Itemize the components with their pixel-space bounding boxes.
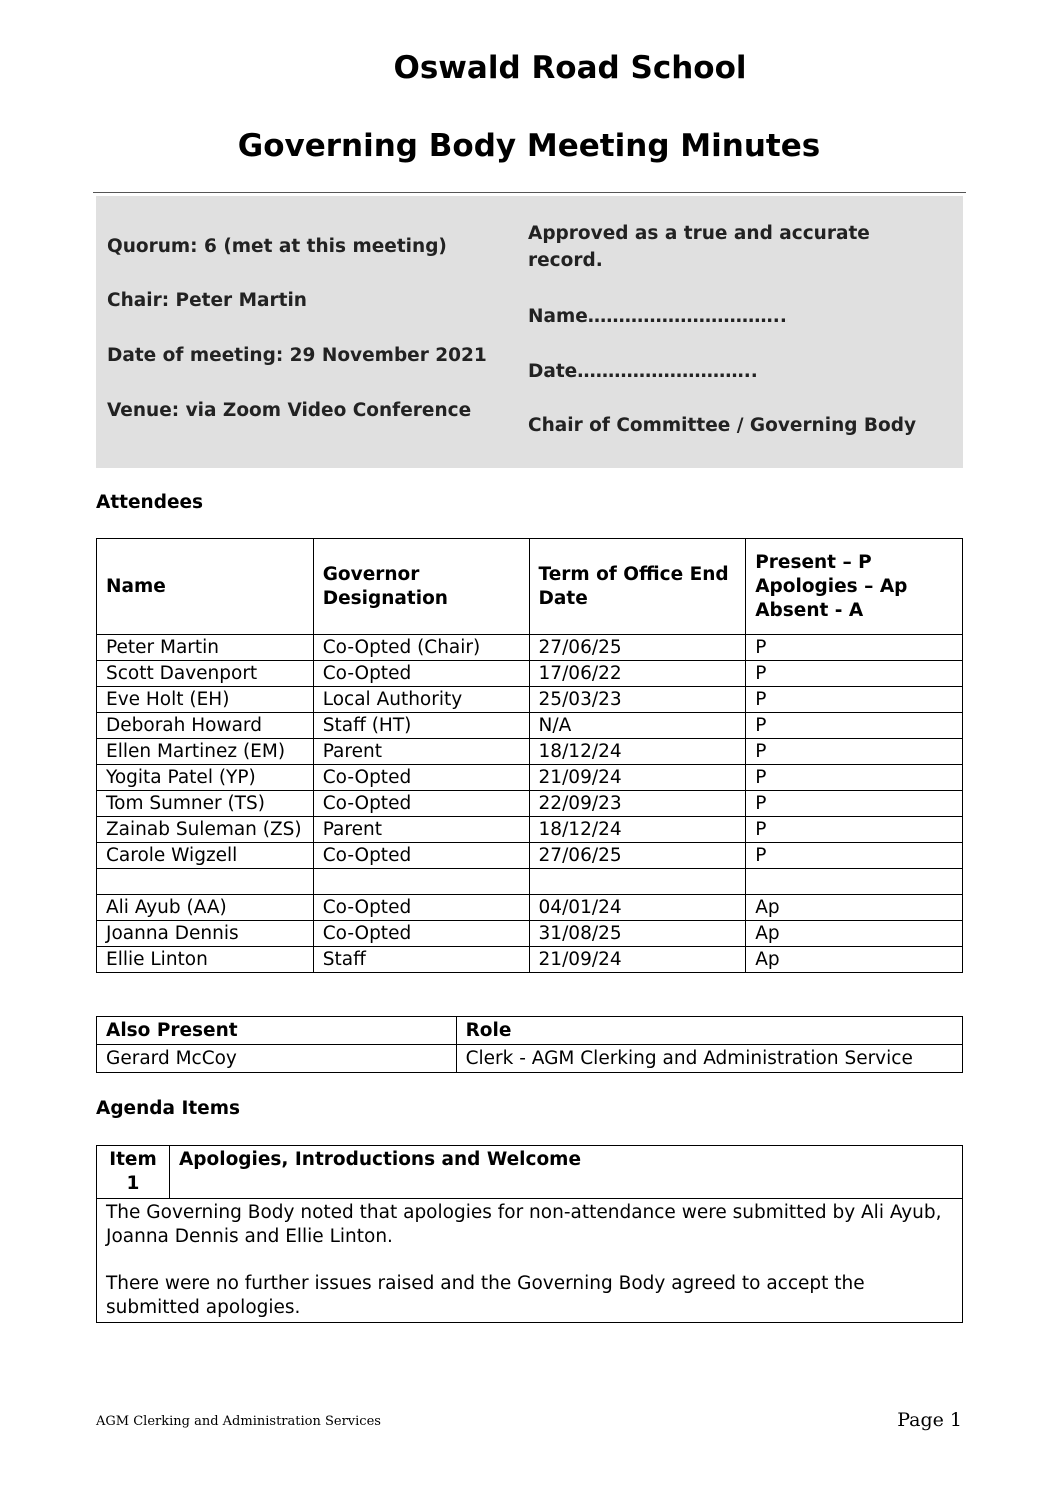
cell-designation: Staff (HT) bbox=[313, 713, 529, 739]
agenda-table bbox=[96, 1145, 963, 1323]
cell-term-end: 17/06/22 bbox=[529, 661, 746, 687]
chair-text: Chair: Peter Martin bbox=[107, 290, 307, 311]
quorum-text: Quorum: 6 (met at this meeting) bbox=[107, 236, 447, 257]
signature-name-line: Name………………………….. bbox=[528, 306, 787, 327]
page-title: Governing Body Meeting Minutes bbox=[237, 128, 821, 164]
item-paragraph: The Governing Body noted that apologies for non-attendance were submitted by Ali Ayub, Joanna Dennis and Ellie Linton. bbox=[106, 1202, 942, 1247]
cell-term-end: N/A bbox=[529, 713, 746, 739]
table-row bbox=[97, 1045, 963, 1073]
item-number: Item 1 bbox=[97, 1146, 170, 1199]
venue-text: Venue: via Zoom Video Conference bbox=[107, 400, 472, 421]
table-row-empty bbox=[97, 869, 963, 895]
cell-designation: Co-Opted bbox=[313, 765, 529, 791]
attendees-header-row bbox=[97, 539, 963, 635]
cell-name: Yogita Patel (YP) bbox=[97, 765, 314, 791]
cell-term-end bbox=[529, 869, 746, 895]
table-row bbox=[97, 687, 963, 713]
cell-term-end: 18/12/24 bbox=[529, 739, 746, 765]
cell-attendance: P bbox=[746, 713, 963, 739]
cell-designation: Co-Opted bbox=[313, 921, 529, 947]
cell-name: Scott Davenport bbox=[97, 661, 314, 687]
cell-attendance: P bbox=[746, 739, 963, 765]
cell-name: Zainab Suleman (ZS) bbox=[97, 817, 314, 843]
cell-attendance: P bbox=[746, 765, 963, 791]
cell-term-end: 25/03/23 bbox=[529, 687, 746, 713]
table-row bbox=[97, 739, 963, 765]
item-title: Apologies, Introductions and Welcome bbox=[169, 1146, 962, 1199]
also-present-header-row bbox=[97, 1017, 963, 1045]
cell-name: Ali Ayub (AA) bbox=[97, 895, 314, 921]
cell-role: Clerk - AGM Clerking and Administration Service bbox=[456, 1045, 962, 1073]
cell-term-end: 22/09/23 bbox=[529, 791, 746, 817]
table-row bbox=[97, 635, 963, 661]
cell-name: Tom Sumner (TS) bbox=[97, 791, 314, 817]
chair-of-committee-text: Chair of Committee / Governing Body bbox=[528, 415, 917, 436]
agenda-heading: Agenda Items bbox=[96, 1098, 241, 1119]
agenda-item-body-row bbox=[97, 1199, 963, 1323]
cell-name: Peter Martin bbox=[97, 635, 314, 661]
table-row bbox=[97, 895, 963, 921]
attendees-heading: Attendees bbox=[96, 492, 204, 513]
cell-term-end: 27/06/25 bbox=[529, 843, 746, 869]
cell-name: Joanna Dennis bbox=[97, 921, 314, 947]
cell-designation: Co-Opted bbox=[313, 895, 529, 921]
title-divider bbox=[93, 192, 966, 193]
table-row bbox=[97, 661, 963, 687]
cell-term-end: 04/01/24 bbox=[529, 895, 746, 921]
cell-attendance: P bbox=[746, 687, 963, 713]
cell-name: Gerard McCoy bbox=[97, 1045, 457, 1073]
cell-designation: Local Authority bbox=[313, 687, 529, 713]
footer-organisation: AGM Clerking and Administration Services bbox=[96, 1414, 381, 1429]
cell-name: Eve Holt (EH) bbox=[97, 687, 314, 713]
col-role: Role bbox=[456, 1017, 962, 1045]
cell-term-end: 27/06/25 bbox=[529, 635, 746, 661]
item-body bbox=[97, 1199, 963, 1323]
table-row bbox=[97, 713, 963, 739]
also-present-table bbox=[96, 1016, 963, 1073]
item-paragraph: There were no further issues raised and the Governing Body agreed to accept the submitted apologies. bbox=[106, 1273, 865, 1318]
cell-term-end: 31/08/25 bbox=[529, 921, 746, 947]
cell-designation: Co-Opted bbox=[313, 661, 529, 687]
cell-name: Ellen Martinez (EM) bbox=[97, 739, 314, 765]
cell-designation: Parent bbox=[313, 739, 529, 765]
school-name: Oswald Road School bbox=[393, 50, 747, 86]
cell-term-end: 21/09/24 bbox=[529, 765, 746, 791]
page-number: Page 1 bbox=[897, 1409, 962, 1431]
cell-name: Deborah Howard bbox=[97, 713, 314, 739]
approval-text: Approved as a true and accurate record. bbox=[528, 223, 870, 271]
legend-present: Present – P bbox=[755, 551, 872, 573]
legend-apologies: Apologies – Ap bbox=[755, 575, 908, 597]
meeting-date-text: Date of meeting: 29 November 2021 bbox=[107, 345, 487, 366]
cell-term-end: 18/12/24 bbox=[529, 817, 746, 843]
col-name: Name bbox=[97, 539, 314, 635]
table-row bbox=[97, 765, 963, 791]
signature-date-line: Date……………………….. bbox=[528, 361, 758, 382]
cell-term-end: 21/09/24 bbox=[529, 947, 746, 973]
cell-name bbox=[97, 869, 314, 895]
legend-absent: Absent - A bbox=[755, 599, 864, 621]
col-also-present: Also Present bbox=[97, 1017, 457, 1045]
col-designation: Governor Designation bbox=[313, 539, 529, 635]
cell-attendance bbox=[746, 869, 963, 895]
cell-attendance: Ap bbox=[746, 895, 963, 921]
cell-designation bbox=[313, 869, 529, 895]
col-term-end: Term of Office End Date bbox=[529, 539, 746, 635]
cell-attendance: P bbox=[746, 661, 963, 687]
cell-attendance: P bbox=[746, 843, 963, 869]
cell-attendance: Ap bbox=[746, 947, 963, 973]
cell-designation: Co-Opted bbox=[313, 843, 529, 869]
table-row bbox=[97, 817, 963, 843]
col-attendance bbox=[746, 539, 963, 635]
cell-designation: Parent bbox=[313, 817, 529, 843]
cell-designation: Staff bbox=[313, 947, 529, 973]
cell-name: Ellie Linton bbox=[97, 947, 314, 973]
cell-attendance: P bbox=[746, 635, 963, 661]
table-row bbox=[97, 921, 963, 947]
cell-attendance: P bbox=[746, 791, 963, 817]
attendees-table bbox=[96, 538, 963, 973]
cell-name: Carole Wigzell bbox=[97, 843, 314, 869]
table-row bbox=[97, 843, 963, 869]
cell-attendance: P bbox=[746, 817, 963, 843]
cell-attendance: Ap bbox=[746, 921, 963, 947]
cell-designation: Co-Opted bbox=[313, 791, 529, 817]
agenda-item-header-row bbox=[97, 1146, 963, 1199]
meeting-info-box bbox=[96, 196, 963, 468]
table-row bbox=[97, 791, 963, 817]
table-row bbox=[97, 947, 963, 973]
cell-designation: Co-Opted (Chair) bbox=[313, 635, 529, 661]
